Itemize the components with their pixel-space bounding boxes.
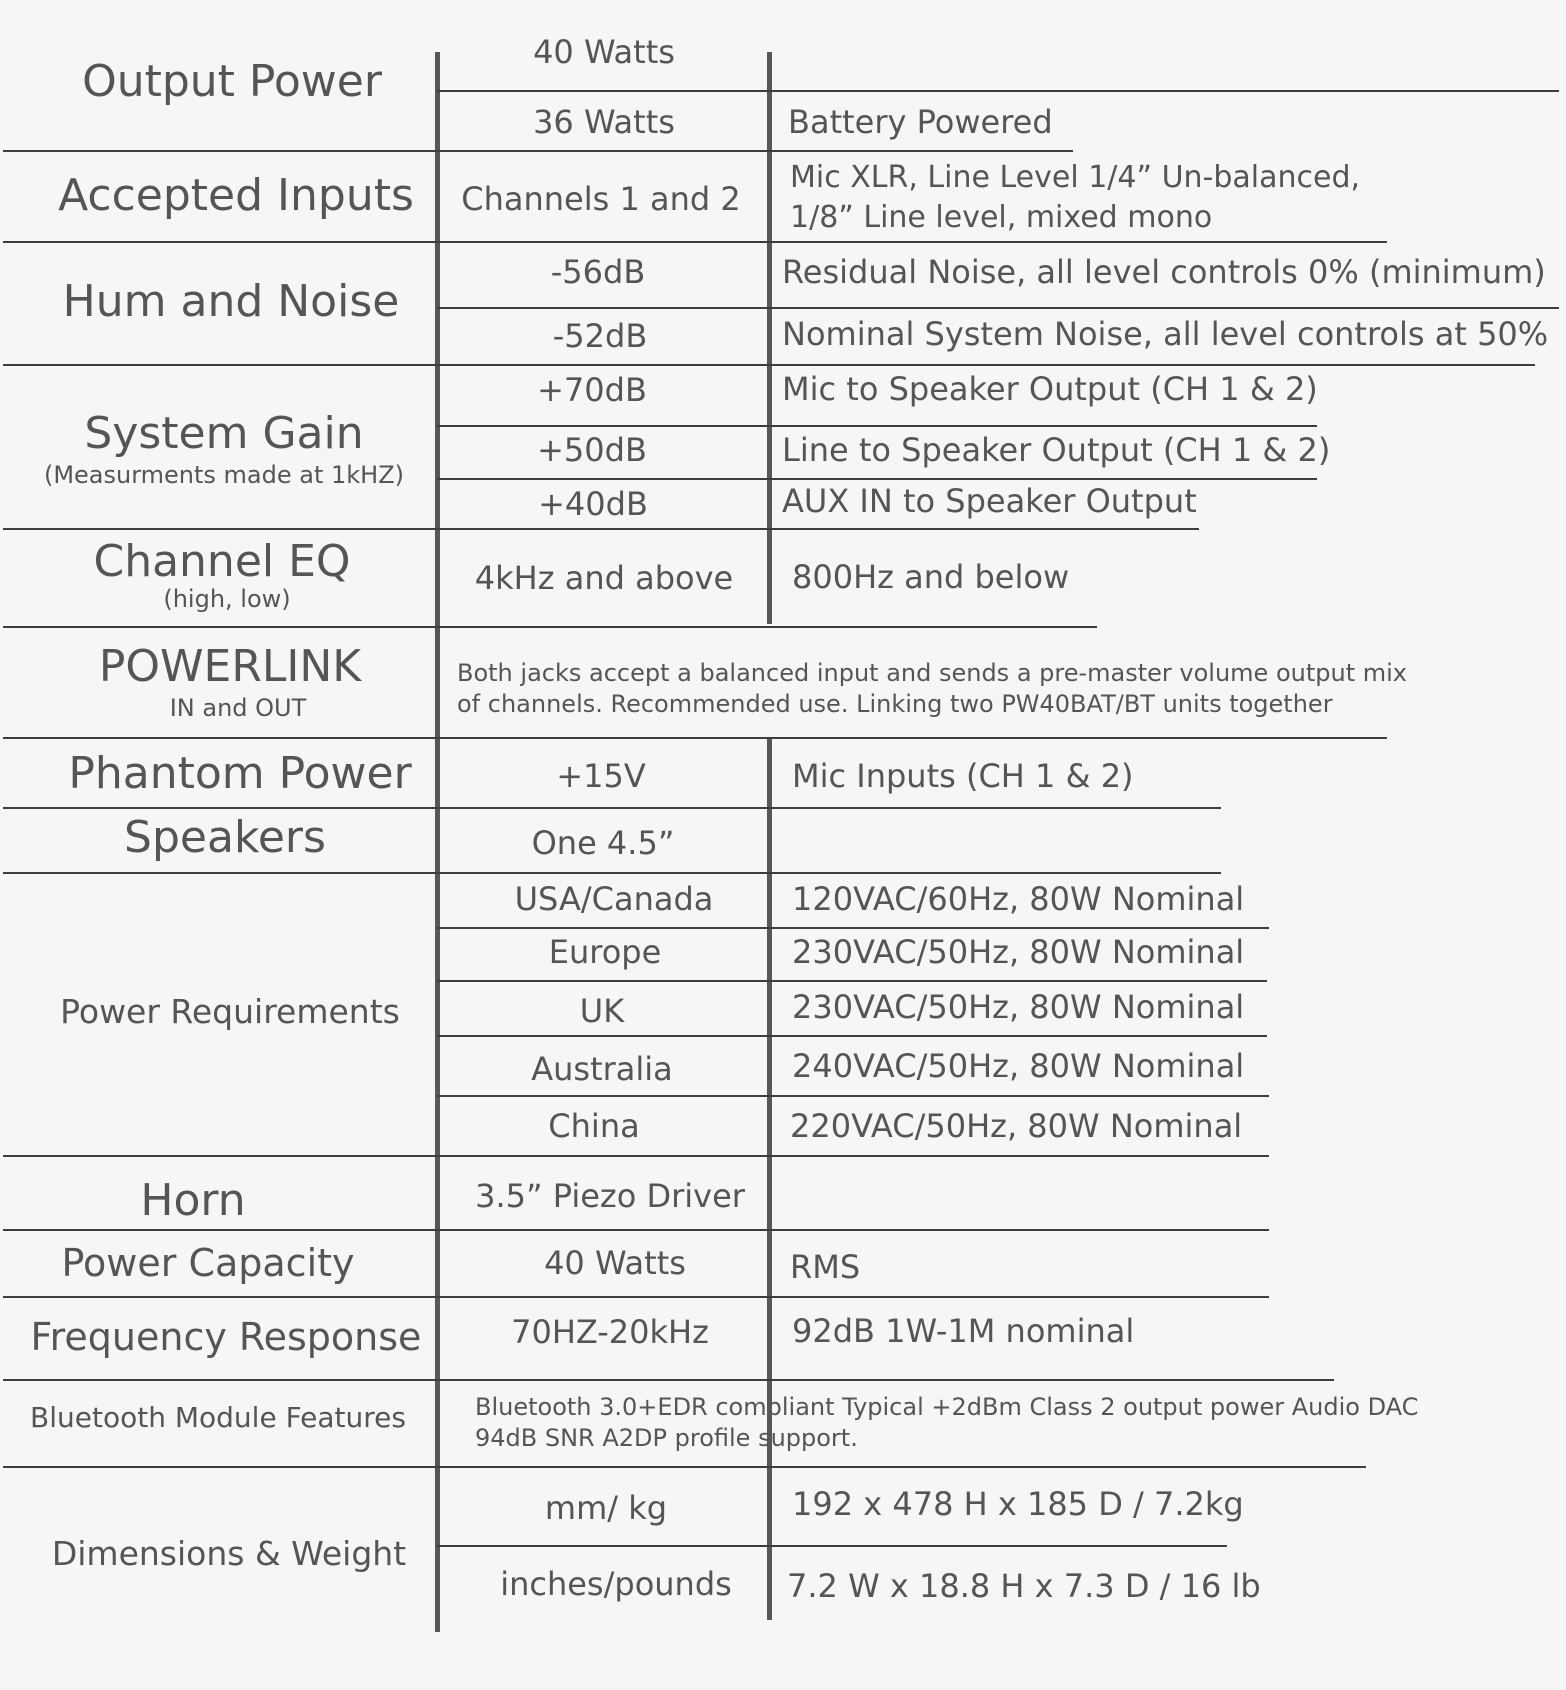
spec-value: 70HZ-20kHz bbox=[511, 1313, 709, 1351]
row-divider bbox=[437, 980, 1267, 982]
spec-value: 3.5” Piezo Driver bbox=[475, 1177, 745, 1215]
row-divider bbox=[437, 927, 1269, 929]
spec-sublabel: (Measurments made at 1kHZ) bbox=[43, 461, 405, 489]
spec-paragraph-line: 94dB SNR A2DP profile support. bbox=[475, 1424, 858, 1452]
spec-unit: mm/ kg bbox=[544, 1489, 668, 1527]
spec-label: Frequency Response bbox=[30, 1315, 422, 1359]
spec-description: 230VAC/50Hz, 80W Nominal bbox=[792, 933, 1245, 971]
spec-label: Power Capacity bbox=[61, 1241, 355, 1285]
spec-label: Channel EQ bbox=[93, 536, 351, 587]
row-divider bbox=[437, 1545, 1227, 1547]
spec-description-line: Mic XLR, Line Level 1/4” Un-balanced, bbox=[790, 160, 1361, 195]
spec-description: 7.2 W x 18.8 H x 7.3 D / 16 lb bbox=[787, 1567, 1261, 1605]
row-divider bbox=[3, 364, 1535, 366]
spec-description: Mic to Speaker Output (CH 1 & 2) bbox=[782, 370, 1318, 408]
spec-paragraph-line: of channels. Recommended use. Linking two PW40BAT/BT units together bbox=[457, 690, 1333, 718]
row-divider bbox=[437, 478, 1317, 480]
spec-description: Nominal System Noise, all level controls at 50% bbox=[782, 315, 1549, 353]
row-divider bbox=[3, 1466, 1366, 1468]
spec-paragraph-line: Both jacks accept a balanced input and sends a pre-master volume output mix bbox=[457, 659, 1407, 687]
spec-description: RMS bbox=[790, 1248, 861, 1286]
row-divider bbox=[3, 872, 1221, 874]
spec-description: 192 x 478 H x 185 D / 7.2kg bbox=[792, 1485, 1244, 1523]
spec-label: Output Power bbox=[82, 56, 382, 107]
column-divider-right bbox=[767, 738, 772, 1620]
spec-label: Power Requirements bbox=[60, 992, 400, 1031]
row-divider bbox=[3, 1296, 1269, 1298]
spec-region: UK bbox=[579, 992, 625, 1030]
spec-value: +50dB bbox=[537, 431, 647, 469]
spec-paragraph-line: Bluetooth 3.0+EDR compliant Typical +2dBm Class 2 output power Audio DAC bbox=[475, 1393, 1419, 1421]
spec-label: Hum and Noise bbox=[62, 276, 400, 327]
spec-value: 40 Watts bbox=[533, 33, 675, 71]
spec-value: 40 Watts bbox=[544, 1244, 686, 1282]
spec-description: 120VAC/60Hz, 80W Nominal bbox=[792, 880, 1245, 918]
row-divider bbox=[437, 307, 1559, 309]
spec-sublabel: IN and OUT bbox=[169, 694, 307, 722]
row-divider bbox=[3, 150, 1073, 152]
spec-label: POWERLINK bbox=[98, 641, 362, 692]
spec-region: USA/Canada bbox=[514, 880, 714, 918]
spec-description: AUX IN to Speaker Output bbox=[782, 482, 1197, 520]
spec-description: Battery Powered bbox=[788, 103, 1053, 141]
spec-description: 230VAC/50Hz, 80W Nominal bbox=[792, 988, 1245, 1026]
spec-value: Channels 1 and 2 bbox=[461, 180, 741, 218]
row-divider bbox=[3, 807, 1221, 809]
row-divider bbox=[437, 1095, 1269, 1097]
spec-value: -56dB bbox=[550, 253, 646, 291]
row-divider bbox=[3, 241, 1387, 243]
spec-description: Line to Speaker Output (CH 1 & 2) bbox=[782, 431, 1331, 469]
spec-description: 220VAC/50Hz, 80W Nominal bbox=[790, 1107, 1243, 1145]
row-divider bbox=[3, 737, 1387, 739]
row-divider bbox=[437, 90, 1559, 92]
row-divider bbox=[437, 425, 1317, 427]
row-divider bbox=[3, 1379, 1334, 1381]
spec-value: One 4.5” bbox=[531, 824, 675, 862]
row-divider bbox=[3, 528, 1199, 530]
spec-label: Accepted Inputs bbox=[58, 170, 414, 221]
spec-description: 240VAC/50Hz, 80W Nominal bbox=[792, 1047, 1245, 1085]
spec-value: +15V bbox=[556, 757, 646, 795]
spec-value: 36 Watts bbox=[533, 103, 675, 141]
spec-value: +40dB bbox=[538, 485, 648, 523]
spec-description: Mic Inputs (CH 1 & 2) bbox=[792, 757, 1134, 795]
spec-description: Residual Noise, all level controls 0% (minimum) bbox=[782, 253, 1546, 291]
row-divider bbox=[437, 1035, 1267, 1037]
spec-label: Horn bbox=[140, 1175, 246, 1226]
spec-value: 4kHz and above bbox=[474, 559, 734, 597]
spec-region: Europe bbox=[548, 933, 662, 971]
spec-label: Bluetooth Module Features bbox=[30, 1401, 406, 1434]
spec-value: +70dB bbox=[537, 371, 647, 409]
spec-description-line: 1/8” Line level, mixed mono bbox=[790, 200, 1213, 235]
spec-region: Australia bbox=[531, 1050, 673, 1088]
row-divider bbox=[3, 1229, 1269, 1231]
spec-label: Phantom Power bbox=[68, 748, 412, 799]
spec-unit: inches/pounds bbox=[500, 1565, 732, 1603]
spec-description: 92dB 1W-1M nominal bbox=[792, 1312, 1135, 1350]
spec-label: System Gain bbox=[84, 408, 364, 459]
column-divider-left bbox=[435, 52, 440, 1632]
spec-region: China bbox=[548, 1107, 640, 1145]
row-divider bbox=[3, 626, 1097, 628]
spec-description: 800Hz and below bbox=[792, 558, 1070, 596]
column-divider-right bbox=[767, 52, 772, 624]
spec-sublabel: (high, low) bbox=[163, 585, 291, 613]
spec-value: -52dB bbox=[552, 317, 648, 355]
spec-label: Dimensions & Weight bbox=[51, 1534, 407, 1573]
spec-label: Speakers bbox=[124, 812, 326, 863]
row-divider bbox=[3, 1155, 1269, 1157]
